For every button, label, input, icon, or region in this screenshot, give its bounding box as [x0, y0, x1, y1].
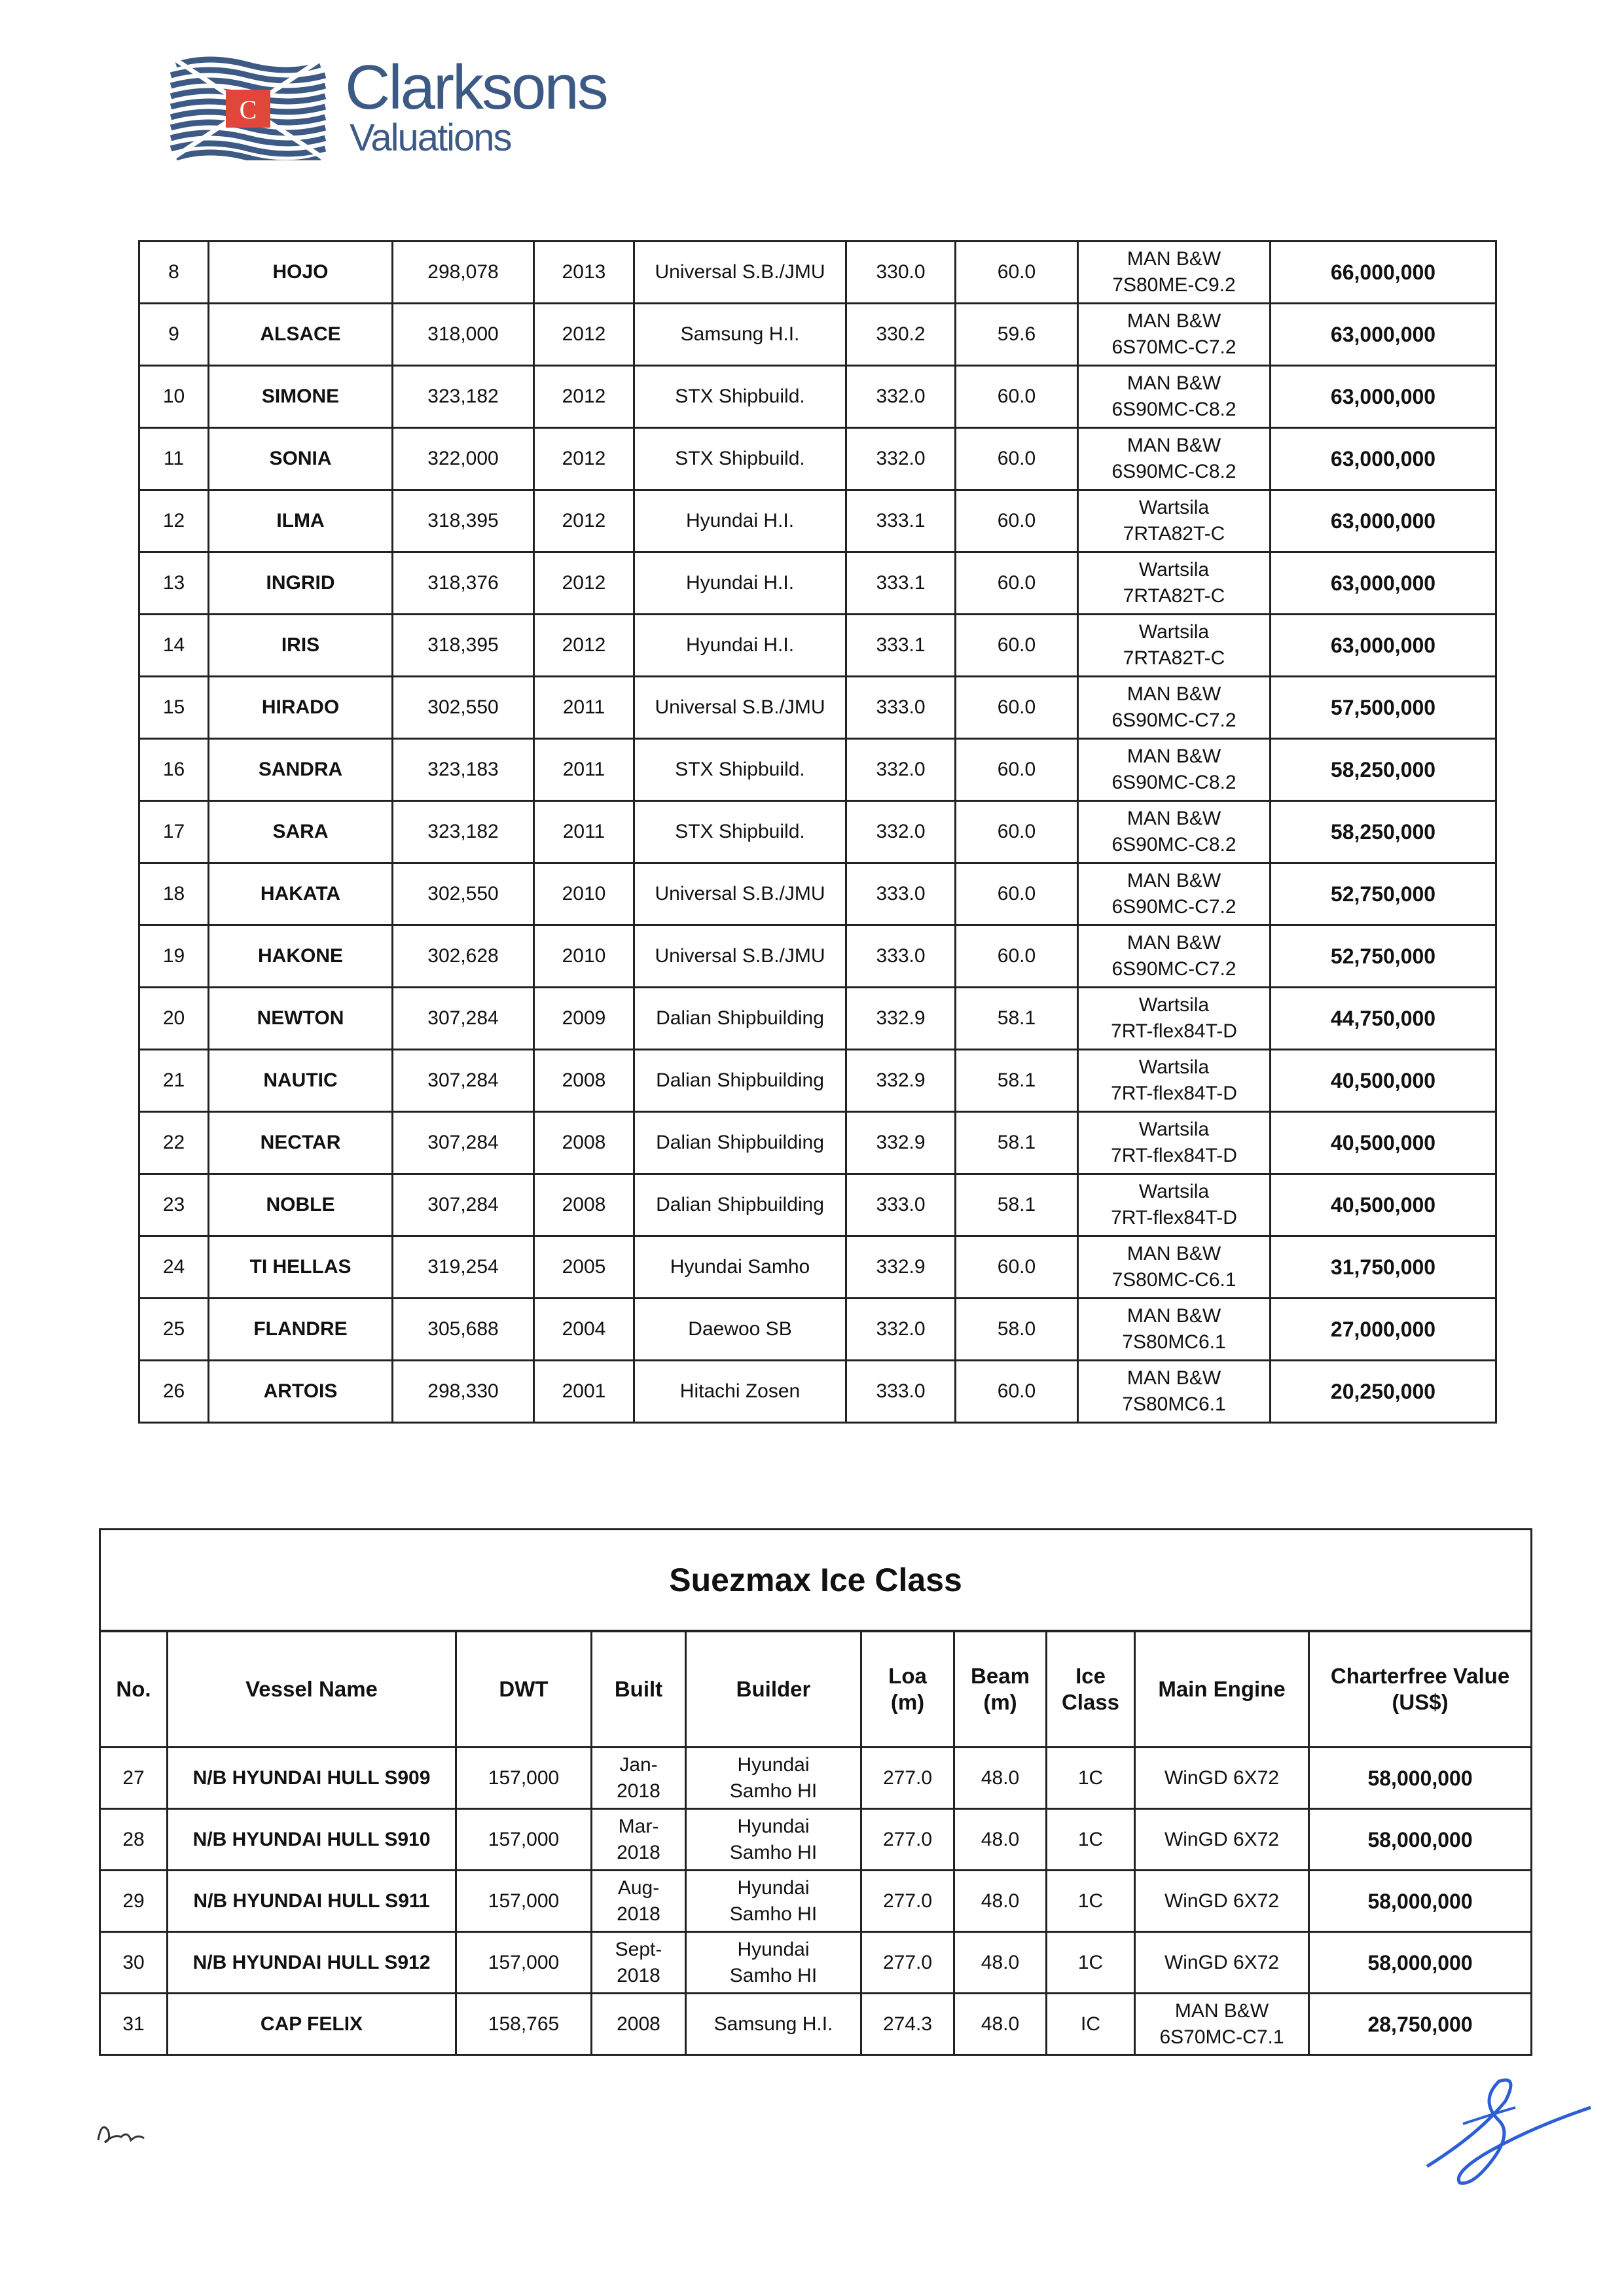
wave-flag-icon	[170, 56, 327, 160]
main-engine: WinGD 6X72	[1135, 1932, 1309, 1994]
row-number: 17	[139, 801, 209, 863]
loa: 332.0	[846, 366, 956, 428]
table-row	[139, 1299, 1496, 1361]
built-year: 2012	[534, 615, 634, 677]
loa: 332.9	[846, 1050, 956, 1112]
table-row	[139, 739, 1496, 801]
vessel-name: INGRID	[209, 552, 393, 615]
ice-class: 1C	[1047, 1809, 1135, 1871]
table-header-row	[100, 1631, 1532, 1748]
dwt: 298,330	[393, 1361, 534, 1423]
row-number: 25	[139, 1299, 209, 1361]
loa: 277.0	[861, 1809, 954, 1871]
charterfree-value: 58,000,000	[1309, 1871, 1532, 1932]
builder: Hyundai Samho HI	[686, 1871, 861, 1932]
table-row	[139, 242, 1496, 304]
main-engine: MAN B&W 6S90MC-C7.2	[1078, 677, 1271, 739]
row-number: 28	[100, 1809, 168, 1871]
beam: 60.0	[956, 801, 1078, 863]
main-engine: MAN B&W 7S80MC-C6.1	[1078, 1236, 1271, 1299]
builder: Dalian Shipbuilding	[634, 1174, 846, 1236]
charterfree-value: 44,750,000	[1271, 988, 1496, 1050]
table-row	[100, 1932, 1532, 1994]
beam: 60.0	[956, 739, 1078, 801]
ice-class: IC	[1047, 1994, 1135, 2055]
column-header-builder: Builder	[686, 1631, 861, 1748]
dwt: 318,376	[393, 552, 534, 615]
builder: Hyundai Samho HI	[686, 1748, 861, 1809]
vessel-name: SANDRA	[209, 739, 393, 801]
column-header-main-engine: Main Engine	[1135, 1631, 1309, 1748]
main-engine: Wartsila 7RTA82T-C	[1078, 615, 1271, 677]
charterfree-value: 58,250,000	[1271, 801, 1496, 863]
main-engine: Wartsila 7RT-flex84T-D	[1078, 1050, 1271, 1112]
dwt: 157,000	[456, 1932, 592, 1994]
table-row	[139, 490, 1496, 552]
dwt: 307,284	[393, 1112, 534, 1174]
row-number: 30	[100, 1932, 168, 1994]
vessel-name: SIMONE	[209, 366, 393, 428]
charterfree-value: 40,500,000	[1271, 1174, 1496, 1236]
beam: 60.0	[956, 366, 1078, 428]
builder: Universal S.B./JMU	[634, 925, 846, 988]
row-number: 20	[139, 988, 209, 1050]
beam: 60.0	[956, 1236, 1078, 1299]
builder: Universal S.B./JMU	[634, 677, 846, 739]
built-year: 2011	[534, 739, 634, 801]
beam: 48.0	[954, 1994, 1047, 2055]
loa: 333.0	[846, 925, 956, 988]
built-year: 2012	[534, 304, 634, 366]
loa: 333.0	[846, 677, 956, 739]
suezmax-ice-class-table	[99, 1528, 1532, 2056]
table-row	[139, 1236, 1496, 1299]
vessel-name: N/B HYUNDAI HULL S909	[168, 1748, 456, 1809]
builder: Dalian Shipbuilding	[634, 1050, 846, 1112]
vessel-name: TI HELLAS	[209, 1236, 393, 1299]
row-number: 16	[139, 739, 209, 801]
beam: 60.0	[956, 925, 1078, 988]
built-year: 2011	[534, 677, 634, 739]
built-year: 2012	[534, 366, 634, 428]
builder: STX Shipbuild.	[634, 366, 846, 428]
dwt: 157,000	[456, 1748, 592, 1809]
main-engine: MAN B&W 6S70MC-C7.2	[1078, 304, 1271, 366]
vessel-name: NAUTIC	[209, 1050, 393, 1112]
main-engine: WinGD 6X72	[1135, 1809, 1309, 1871]
vht-valuation-table	[138, 240, 1497, 1424]
beam: 58.1	[956, 1050, 1078, 1112]
beam: 60.0	[956, 677, 1078, 739]
main-engine: MAN B&W 6S90MC-C7.2	[1078, 925, 1271, 988]
ice-class: 1C	[1047, 1932, 1135, 1994]
builder: Hyundai Samho	[634, 1236, 846, 1299]
vessel-name: HAKONE	[209, 925, 393, 988]
beam: 48.0	[954, 1748, 1047, 1809]
beam: 58.1	[956, 1174, 1078, 1236]
main-engine: MAN B&W 6S90MC-C8.2	[1078, 801, 1271, 863]
table-row	[100, 1871, 1532, 1932]
column-header-charterfree-value: Charterfree Value (US$)	[1309, 1631, 1532, 1748]
brand-subtitle: Valuations	[350, 117, 511, 159]
built-year: 2012	[534, 490, 634, 552]
row-number: 19	[139, 925, 209, 988]
row-number: 26	[139, 1361, 209, 1423]
vessel-name: N/B HYUNDAI HULL S912	[168, 1932, 456, 1994]
vessel-name: ILMA	[209, 490, 393, 552]
loa: 330.2	[846, 304, 956, 366]
charterfree-value: 58,000,000	[1309, 1932, 1532, 1994]
vessel-name: HIRADO	[209, 677, 393, 739]
built-year: 2005	[534, 1236, 634, 1299]
vessel-name: ALSACE	[209, 304, 393, 366]
charterfree-value: 28,750,000	[1309, 1994, 1532, 2055]
dwt: 157,000	[456, 1809, 592, 1871]
charterfree-value: 27,000,000	[1271, 1299, 1496, 1361]
vessel-name: IRIS	[209, 615, 393, 677]
builder: STX Shipbuild.	[634, 428, 846, 490]
dwt: 318,000	[393, 304, 534, 366]
main-engine: MAN B&W 6S90MC-C8.2	[1078, 366, 1271, 428]
built: Aug- 2018	[592, 1871, 686, 1932]
built-year: 2011	[534, 801, 634, 863]
table-row	[139, 366, 1496, 428]
row-number: 18	[139, 863, 209, 925]
dwt: 322,000	[393, 428, 534, 490]
loa: 332.0	[846, 801, 956, 863]
column-header-row-number: No.	[100, 1631, 168, 1748]
table-row	[100, 1809, 1532, 1871]
dwt: 307,284	[393, 1174, 534, 1236]
vessel-name: SARA	[209, 801, 393, 863]
logo-letter: C	[239, 95, 257, 124]
charterfree-value: 40,500,000	[1271, 1050, 1496, 1112]
beam: 58.1	[956, 1112, 1078, 1174]
main-engine: MAN B&W 6S70MC-C7.1	[1135, 1994, 1309, 2055]
beam: 60.0	[956, 242, 1078, 304]
loa: 333.1	[846, 490, 956, 552]
builder: Universal S.B./JMU	[634, 242, 846, 304]
row-number: 13	[139, 552, 209, 615]
builder: STX Shipbuild.	[634, 801, 846, 863]
built-year: 2009	[534, 988, 634, 1050]
beam: 60.0	[956, 552, 1078, 615]
table-row	[139, 1050, 1496, 1112]
table-row	[139, 552, 1496, 615]
charterfree-value: 31,750,000	[1271, 1236, 1496, 1299]
built-year: 2012	[534, 552, 634, 615]
dwt: 323,183	[393, 739, 534, 801]
dwt: 318,395	[393, 490, 534, 552]
charterfree-value: 66,000,000	[1271, 242, 1496, 304]
main-engine: MAN B&W 7S80ME-C9.2	[1078, 242, 1271, 304]
main-engine: Wartsila 7RT-flex84T-D	[1078, 988, 1271, 1050]
row-number: 8	[139, 242, 209, 304]
vessel-name: HOJO	[209, 242, 393, 304]
built-year: 2008	[534, 1112, 634, 1174]
beam: 60.0	[956, 1361, 1078, 1423]
charterfree-value: 58,000,000	[1309, 1748, 1532, 1809]
dwt: 158,765	[456, 1994, 592, 2055]
builder: Dalian Shipbuilding	[634, 1112, 846, 1174]
dwt: 157,000	[456, 1871, 592, 1932]
charterfree-value: 57,500,000	[1271, 677, 1496, 739]
row-number: 31	[100, 1994, 168, 2055]
table-row	[139, 304, 1496, 366]
builder: Universal S.B./JMU	[634, 863, 846, 925]
charterfree-value: 63,000,000	[1271, 490, 1496, 552]
brand-name: Clarksons	[345, 52, 607, 122]
beam: 59.6	[956, 304, 1078, 366]
vessel-name: CAP FELIX	[168, 1994, 456, 2055]
dwt: 307,284	[393, 988, 534, 1050]
built: Mar- 2018	[592, 1809, 686, 1871]
loa: 332.0	[846, 1299, 956, 1361]
builder: Samsung H.I.	[634, 304, 846, 366]
table-row	[100, 1994, 1532, 2055]
loa: 332.9	[846, 988, 956, 1050]
table-title: Suezmax Ice Class	[100, 1530, 1532, 1632]
charterfree-value: 63,000,000	[1271, 366, 1496, 428]
builder: Hitachi Zosen	[634, 1361, 846, 1423]
built-year: 2010	[534, 863, 634, 925]
row-number: 27	[100, 1748, 168, 1809]
builder: Daewoo SB	[634, 1299, 846, 1361]
main-engine: MAN B&W 6S90MC-C8.2	[1078, 739, 1271, 801]
column-header-vessel-name: Vessel Name	[168, 1631, 456, 1748]
beam: 60.0	[956, 428, 1078, 490]
main-engine: WinGD 6X72	[1135, 1871, 1309, 1932]
vessel-name: SONIA	[209, 428, 393, 490]
table-row	[139, 1361, 1496, 1423]
beam: 58.0	[956, 1299, 1078, 1361]
loa: 333.0	[846, 1361, 956, 1423]
built-year: 2012	[534, 428, 634, 490]
charterfree-value: 63,000,000	[1271, 428, 1496, 490]
built-year: 2008	[534, 1050, 634, 1112]
loa: 274.3	[861, 1994, 954, 2055]
row-number: 22	[139, 1112, 209, 1174]
loa: 332.0	[846, 739, 956, 801]
beam: 48.0	[954, 1932, 1047, 1994]
builder: Hyundai H.I.	[634, 490, 846, 552]
dwt: 323,182	[393, 366, 534, 428]
table-row	[139, 428, 1496, 490]
dwt: 302,550	[393, 863, 534, 925]
vessel-name: N/B HYUNDAI HULL S911	[168, 1871, 456, 1932]
row-number: 29	[100, 1871, 168, 1932]
beam: 58.1	[956, 988, 1078, 1050]
builder: Dalian Shipbuilding	[634, 988, 846, 1050]
main-engine: Wartsila 7RT-flex84T-D	[1078, 1174, 1271, 1236]
loa: 333.0	[846, 863, 956, 925]
built-year: 2008	[534, 1174, 634, 1236]
beam: 48.0	[954, 1809, 1047, 1871]
charterfree-value: 52,750,000	[1271, 925, 1496, 988]
vessel-name: NOBLE	[209, 1174, 393, 1236]
row-number: 21	[139, 1050, 209, 1112]
vessel-name: ARTOIS	[209, 1361, 393, 1423]
beam: 60.0	[956, 615, 1078, 677]
built: Jan- 2018	[592, 1748, 686, 1809]
charterfree-value: 63,000,000	[1271, 304, 1496, 366]
charterfree-value: 40,500,000	[1271, 1112, 1496, 1174]
row-number: 14	[139, 615, 209, 677]
main-engine: MAN B&W 7S80MC6.1	[1078, 1299, 1271, 1361]
builder: Samsung H.I.	[686, 1994, 861, 2055]
built-year: 2004	[534, 1299, 634, 1361]
dwt: 319,254	[393, 1236, 534, 1299]
row-number: 24	[139, 1236, 209, 1299]
table-row	[139, 1174, 1496, 1236]
charterfree-value: 58,250,000	[1271, 739, 1496, 801]
row-number: 15	[139, 677, 209, 739]
dwt: 307,284	[393, 1050, 534, 1112]
charterfree-value: 20,250,000	[1271, 1361, 1496, 1423]
beam: 48.0	[954, 1871, 1047, 1932]
vessel-name: NECTAR	[209, 1112, 393, 1174]
table-row	[139, 988, 1496, 1050]
loa: 277.0	[861, 1871, 954, 1932]
row-number: 11	[139, 428, 209, 490]
loa: 333.0	[846, 1174, 956, 1236]
vessel-name: N/B HYUNDAI HULL S910	[168, 1809, 456, 1871]
ice-class: 1C	[1047, 1871, 1135, 1932]
column-header-dwt: DWT	[456, 1631, 592, 1748]
main-engine: WinGD 6X72	[1135, 1748, 1309, 1809]
builder: Hyundai H.I.	[634, 552, 846, 615]
vessel-name: HAKATA	[209, 863, 393, 925]
loa: 333.1	[846, 552, 956, 615]
loa: 332.9	[846, 1112, 956, 1174]
loa: 330.0	[846, 242, 956, 304]
clarksons-logo	[170, 52, 607, 160]
column-header-ice-class: Ice Class	[1047, 1631, 1135, 1748]
loa: 332.0	[846, 428, 956, 490]
column-header-beam: Beam (m)	[954, 1631, 1047, 1748]
column-header-built: Built	[592, 1631, 686, 1748]
table-row	[139, 677, 1496, 739]
row-number: 10	[139, 366, 209, 428]
row-number: 12	[139, 490, 209, 552]
main-engine: Wartsila 7RT-flex84T-D	[1078, 1112, 1271, 1174]
dwt: 323,182	[393, 801, 534, 863]
row-number: 23	[139, 1174, 209, 1236]
column-header-loa: Loa (m)	[861, 1631, 954, 1748]
charterfree-value: 63,000,000	[1271, 552, 1496, 615]
main-engine: MAN B&W 7S80MC6.1	[1078, 1361, 1271, 1423]
charterfree-value: 52,750,000	[1271, 863, 1496, 925]
built: Sept- 2018	[592, 1932, 686, 1994]
dwt: 298,078	[393, 242, 534, 304]
dwt: 302,628	[393, 925, 534, 988]
built-year: 2001	[534, 1361, 634, 1423]
main-engine: Wartsila 7RTA82T-C	[1078, 490, 1271, 552]
beam: 60.0	[956, 490, 1078, 552]
dwt: 318,395	[393, 615, 534, 677]
builder: Hyundai Samho HI	[686, 1809, 861, 1871]
vessel-name: NEWTON	[209, 988, 393, 1050]
table-row	[139, 925, 1496, 988]
main-engine: Wartsila 7RTA82T-C	[1078, 552, 1271, 615]
built: 2008	[592, 1994, 686, 2055]
charterfree-value: 58,000,000	[1309, 1809, 1532, 1871]
main-engine: MAN B&W 6S90MC-C7.2	[1078, 863, 1271, 925]
table-row	[139, 615, 1496, 677]
builder: STX Shipbuild.	[634, 739, 846, 801]
handwritten-signature	[1401, 2062, 1597, 2193]
initials-signature	[92, 2111, 151, 2150]
builder: Hyundai H.I.	[634, 615, 846, 677]
table-row	[139, 1112, 1496, 1174]
table-row	[139, 801, 1496, 863]
vessel-name: FLANDRE	[209, 1299, 393, 1361]
ice-class: 1C	[1047, 1748, 1135, 1809]
charterfree-value: 63,000,000	[1271, 615, 1496, 677]
built-year: 2013	[534, 242, 634, 304]
table-row	[100, 1748, 1532, 1809]
beam: 60.0	[956, 863, 1078, 925]
loa: 277.0	[861, 1932, 954, 1994]
builder: Hyundai Samho HI	[686, 1932, 861, 1994]
dwt: 302,550	[393, 677, 534, 739]
built-year: 2010	[534, 925, 634, 988]
dwt: 305,688	[393, 1299, 534, 1361]
loa: 333.1	[846, 615, 956, 677]
loa: 332.9	[846, 1236, 956, 1299]
row-number: 9	[139, 304, 209, 366]
main-engine: MAN B&W 6S90MC-C8.2	[1078, 428, 1271, 490]
table-row	[139, 863, 1496, 925]
loa: 277.0	[861, 1748, 954, 1809]
